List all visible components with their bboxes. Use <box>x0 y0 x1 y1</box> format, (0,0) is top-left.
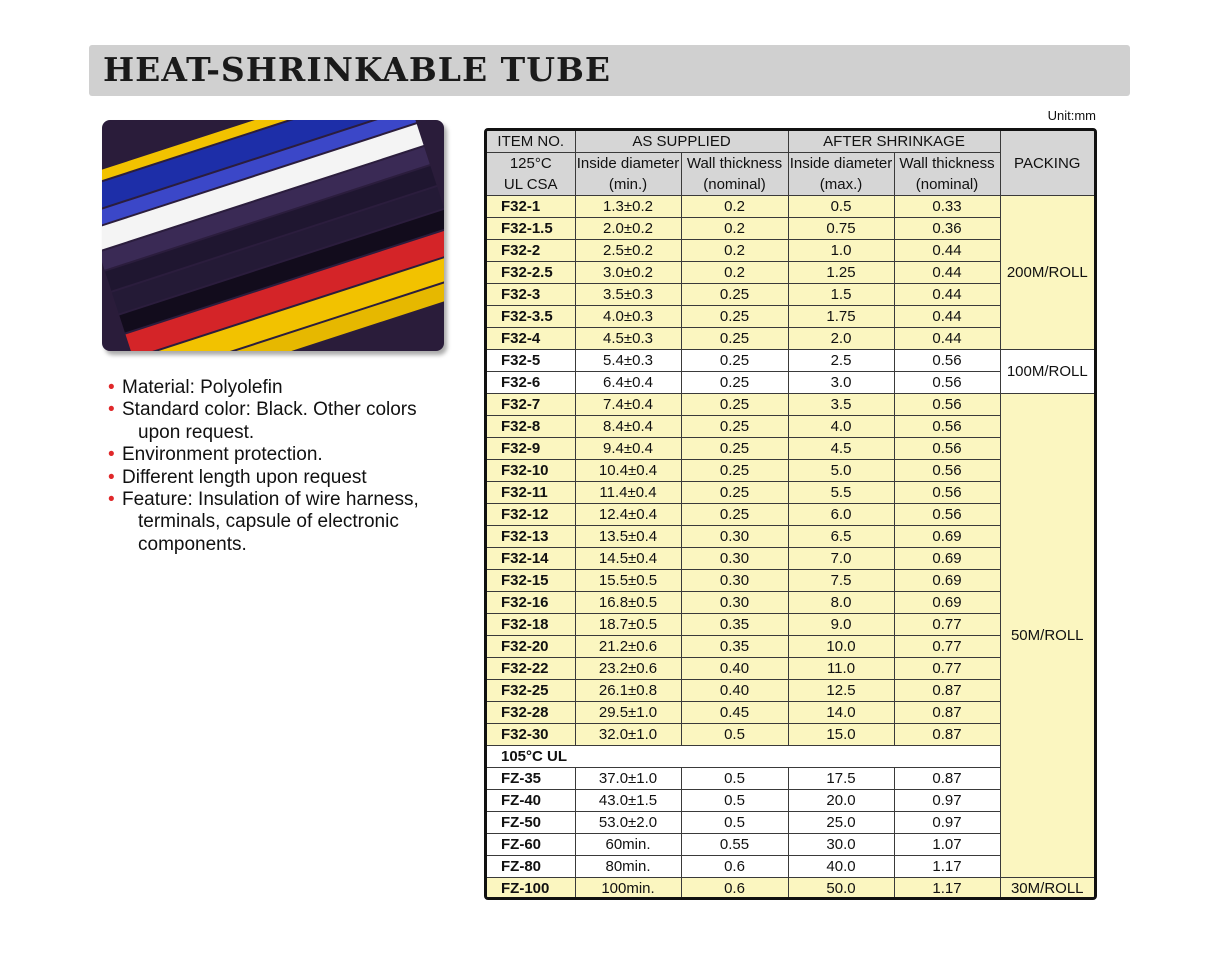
shrunk-wall-thickness-cell: 0.69 <box>894 548 1000 570</box>
shrunk-wall-thickness-cell: 1.17 <box>894 856 1000 878</box>
feature-text: Material: Polyolefin <box>122 377 283 398</box>
shrunk-wall-thickness-cell: 0.44 <box>894 306 1000 328</box>
shrunk-wall-thickness-cell: 0.56 <box>894 460 1000 482</box>
shrunk-wall-thickness-cell: 0.77 <box>894 636 1000 658</box>
shrunk-inside-diameter-cell: 20.0 <box>788 790 894 812</box>
shrunk-inside-diameter-cell: 11.0 <box>788 658 894 680</box>
feature-item <box>108 489 468 556</box>
header-wall-thickness: Wall thickness <box>894 153 1000 175</box>
shrunk-wall-thickness-cell: 0.56 <box>894 372 1000 394</box>
shrunk-inside-diameter-cell: 4.5 <box>788 438 894 460</box>
supplied-inside-diameter-cell: 100min. <box>575 878 681 900</box>
shrunk-wall-thickness-cell: 1.07 <box>894 834 1000 856</box>
supplied-inside-diameter-cell: 14.5±0.4 <box>575 548 681 570</box>
header-after-shrinkage: AFTER SHRINKAGE <box>788 131 1000 153</box>
supplied-inside-diameter-cell: 15.5±0.5 <box>575 570 681 592</box>
supplied-inside-diameter-cell: 16.8±0.5 <box>575 592 681 614</box>
supplied-inside-diameter-cell: 21.2±0.6 <box>575 636 681 658</box>
shrunk-inside-diameter-cell: 14.0 <box>788 702 894 724</box>
supplied-inside-diameter-cell: 8.4±0.4 <box>575 416 681 438</box>
supplied-wall-thickness-cell: 0.25 <box>681 328 788 350</box>
title-bar <box>89 45 1130 96</box>
supplied-inside-diameter-cell: 23.2±0.6 <box>575 658 681 680</box>
spec-table-frame <box>484 128 1097 900</box>
shrunk-inside-diameter-cell: 7.5 <box>788 570 894 592</box>
shrunk-wall-thickness-cell: 0.56 <box>894 416 1000 438</box>
item-no-cell: FZ-40 <box>487 790 575 812</box>
supplied-inside-diameter-cell: 18.7±0.5 <box>575 614 681 636</box>
supplied-wall-thickness-cell: 0.6 <box>681 878 788 900</box>
item-no-cell: F32-2.5 <box>487 262 575 284</box>
feature-text: Different length upon request <box>122 466 367 488</box>
feature-item <box>108 377 468 399</box>
supplied-inside-diameter-cell: 13.5±0.4 <box>575 526 681 548</box>
shrunk-inside-diameter-cell: 6.0 <box>788 504 894 526</box>
header-nominal: (nominal) <box>894 174 1000 196</box>
shrunk-inside-diameter-cell: 7.0 <box>788 548 894 570</box>
item-no-cell: F32-28 <box>487 702 575 724</box>
shrunk-inside-diameter-cell: 25.0 <box>788 812 894 834</box>
shrunk-wall-thickness-cell: 0.56 <box>894 350 1000 372</box>
shrunk-inside-diameter-cell: 1.0 <box>788 240 894 262</box>
feature-text-cont: components. <box>138 533 247 555</box>
item-no-cell: F32-30 <box>487 724 575 746</box>
supplied-inside-diameter-cell: 80min. <box>575 856 681 878</box>
shrunk-inside-diameter-cell: 0.5 <box>788 196 894 218</box>
supplied-inside-diameter-cell: 2.0±0.2 <box>575 218 681 240</box>
shrunk-wall-thickness-cell: 0.69 <box>894 570 1000 592</box>
header-inside-diameter: Inside diameter <box>788 153 894 175</box>
header-min: (min.) <box>575 174 681 196</box>
supplied-wall-thickness-cell: 0.30 <box>681 592 788 614</box>
supplied-wall-thickness-cell: 0.25 <box>681 438 788 460</box>
supplied-wall-thickness-cell: 0.25 <box>681 416 788 438</box>
shrunk-inside-diameter-cell: 15.0 <box>788 724 894 746</box>
packing-cell: 30M/ROLL <box>1000 878 1094 900</box>
shrunk-inside-diameter-cell: 50.0 <box>788 878 894 900</box>
supplied-inside-diameter-cell: 2.5±0.2 <box>575 240 681 262</box>
shrunk-inside-diameter-cell: 30.0 <box>788 834 894 856</box>
shrunk-wall-thickness-cell: 0.56 <box>894 504 1000 526</box>
shrunk-inside-diameter-cell: 1.75 <box>788 306 894 328</box>
supplied-inside-diameter-cell: 1.3±0.2 <box>575 196 681 218</box>
shrunk-wall-thickness-cell: 0.44 <box>894 284 1000 306</box>
item-no-cell: F32-6 <box>487 372 575 394</box>
supplied-wall-thickness-cell: 0.30 <box>681 526 788 548</box>
item-no-cell: FZ-80 <box>487 856 575 878</box>
item-no-cell: F32-15 <box>487 570 575 592</box>
shrunk-inside-diameter-cell: 17.5 <box>788 768 894 790</box>
supplied-inside-diameter-cell: 3.0±0.2 <box>575 262 681 284</box>
item-no-cell: F32-9 <box>487 438 575 460</box>
supplied-wall-thickness-cell: 0.55 <box>681 834 788 856</box>
shrunk-wall-thickness-cell: 0.56 <box>894 482 1000 504</box>
table-row <box>487 350 1094 372</box>
packing-cell: 100M/ROLL <box>1000 350 1094 394</box>
supplied-inside-diameter-cell: 9.4±0.4 <box>575 438 681 460</box>
item-no-cell: F32-25 <box>487 680 575 702</box>
supplied-inside-diameter-cell: 60min. <box>575 834 681 856</box>
supplied-wall-thickness-cell: 0.6 <box>681 856 788 878</box>
bullet-dot-icon: • <box>108 444 115 466</box>
header-packing: PACKING <box>1000 131 1094 196</box>
shrunk-wall-thickness-cell: 0.87 <box>894 680 1000 702</box>
item-no-cell: F32-10 <box>487 460 575 482</box>
supplied-wall-thickness-cell: 0.25 <box>681 306 788 328</box>
supplied-wall-thickness-cell: 0.45 <box>681 702 788 724</box>
item-no-cell: F32-16 <box>487 592 575 614</box>
item-no-cell: F32-5 <box>487 350 575 372</box>
feature-text: Environment protection. <box>122 444 323 466</box>
item-no-cell: F32-3.5 <box>487 306 575 328</box>
supplied-wall-thickness-cell: 0.35 <box>681 636 788 658</box>
supplied-inside-diameter-cell: 5.4±0.3 <box>575 350 681 372</box>
supplied-inside-diameter-cell: 4.5±0.3 <box>575 328 681 350</box>
bullet-dot-icon: • <box>108 377 115 398</box>
supplied-inside-diameter-cell: 4.0±0.3 <box>575 306 681 328</box>
supplied-wall-thickness-cell: 0.5 <box>681 724 788 746</box>
feature-item <box>108 444 468 466</box>
feature-text: Feature: Insulation of wire harness, <box>122 489 419 511</box>
item-no-cell: F32-1.5 <box>487 218 575 240</box>
supplied-wall-thickness-cell: 0.2 <box>681 196 788 218</box>
supplied-wall-thickness-cell: 0.40 <box>681 680 788 702</box>
supplied-wall-thickness-cell: 0.40 <box>681 658 788 680</box>
shrunk-wall-thickness-cell: 0.97 <box>894 790 1000 812</box>
header-cert: UL CSA <box>487 174 575 196</box>
shrunk-inside-diameter-cell: 2.0 <box>788 328 894 350</box>
supplied-inside-diameter-cell: 43.0±1.5 <box>575 790 681 812</box>
supplied-inside-diameter-cell: 37.0±1.0 <box>575 768 681 790</box>
feature-item <box>108 399 468 444</box>
table-row <box>487 196 1094 218</box>
shrunk-wall-thickness-cell: 0.77 <box>894 658 1000 680</box>
shrunk-wall-thickness-cell: 0.44 <box>894 262 1000 284</box>
shrunk-wall-thickness-cell: 0.44 <box>894 240 1000 262</box>
shrunk-wall-thickness-cell: 0.77 <box>894 614 1000 636</box>
shrunk-wall-thickness-cell: 0.44 <box>894 328 1000 350</box>
supplied-inside-diameter-cell: 6.4±0.4 <box>575 372 681 394</box>
supplied-inside-diameter-cell: 53.0±2.0 <box>575 812 681 834</box>
packing-cell: 50M/ROLL <box>1000 394 1094 878</box>
feature-text: Standard color: Black. Other colors <box>122 399 417 421</box>
supplied-wall-thickness-cell: 0.5 <box>681 812 788 834</box>
supplied-wall-thickness-cell: 0.5 <box>681 790 788 812</box>
supplied-inside-diameter-cell: 32.0±1.0 <box>575 724 681 746</box>
table-row <box>487 394 1094 416</box>
shrunk-wall-thickness-cell: 0.87 <box>894 702 1000 724</box>
item-no-cell: F32-8 <box>487 416 575 438</box>
section-label: 105°C UL <box>487 746 1000 768</box>
shrunk-wall-thickness-cell: 0.56 <box>894 438 1000 460</box>
feature-text-cont: upon request. <box>138 421 255 443</box>
supplied-inside-diameter-cell: 7.4±0.4 <box>575 394 681 416</box>
header-nominal: (nominal) <box>681 174 788 196</box>
item-no-cell: F32-13 <box>487 526 575 548</box>
item-no-cell: F32-4 <box>487 328 575 350</box>
shrunk-inside-diameter-cell: 10.0 <box>788 636 894 658</box>
item-no-cell: FZ-50 <box>487 812 575 834</box>
supplied-wall-thickness-cell: 0.25 <box>681 394 788 416</box>
supplied-wall-thickness-cell: 0.25 <box>681 372 788 394</box>
item-no-cell: FZ-100 <box>487 878 575 900</box>
item-no-cell: F32-22 <box>487 658 575 680</box>
supplied-wall-thickness-cell: 0.2 <box>681 218 788 240</box>
supplied-inside-diameter-cell: 12.4±0.4 <box>575 504 681 526</box>
supplied-wall-thickness-cell: 0.5 <box>681 768 788 790</box>
header-item-no: ITEM NO. <box>487 131 575 153</box>
supplied-wall-thickness-cell: 0.25 <box>681 504 788 526</box>
item-no-cell: FZ-60 <box>487 834 575 856</box>
supplied-inside-diameter-cell: 26.1±0.8 <box>575 680 681 702</box>
feature-item <box>108 467 468 489</box>
product-photo <box>102 120 444 351</box>
shrunk-wall-thickness-cell: 0.87 <box>894 768 1000 790</box>
item-no-cell: F32-18 <box>487 614 575 636</box>
shrunk-inside-diameter-cell: 4.0 <box>788 416 894 438</box>
supplied-wall-thickness-cell: 0.2 <box>681 240 788 262</box>
supplied-wall-thickness-cell: 0.30 <box>681 570 788 592</box>
shrunk-inside-diameter-cell: 5.5 <box>788 482 894 504</box>
supplied-wall-thickness-cell: 0.25 <box>681 460 788 482</box>
shrunk-inside-diameter-cell: 3.5 <box>788 394 894 416</box>
shrunk-inside-diameter-cell: 1.5 <box>788 284 894 306</box>
shrunk-inside-diameter-cell: 12.5 <box>788 680 894 702</box>
shrunk-wall-thickness-cell: 0.97 <box>894 812 1000 834</box>
header-as-supplied: AS SUPPLIED <box>575 131 788 153</box>
shrunk-wall-thickness-cell: 0.69 <box>894 526 1000 548</box>
shrunk-wall-thickness-cell: 0.33 <box>894 196 1000 218</box>
item-no-cell: F32-2 <box>487 240 575 262</box>
item-no-cell: F32-1 <box>487 196 575 218</box>
supplied-inside-diameter-cell: 10.4±0.4 <box>575 460 681 482</box>
shrunk-wall-thickness-cell: 0.56 <box>894 394 1000 416</box>
feature-list <box>108 377 468 556</box>
item-no-cell: F32-7 <box>487 394 575 416</box>
shrunk-inside-diameter-cell: 0.75 <box>788 218 894 240</box>
supplied-wall-thickness-cell: 0.35 <box>681 614 788 636</box>
supplied-wall-thickness-cell: 0.2 <box>681 262 788 284</box>
shrunk-inside-diameter-cell: 2.5 <box>788 350 894 372</box>
shrunk-wall-thickness-cell: 0.87 <box>894 724 1000 746</box>
supplied-inside-diameter-cell: 29.5±1.0 <box>575 702 681 724</box>
shrunk-inside-diameter-cell: 5.0 <box>788 460 894 482</box>
item-no-cell: F32-3 <box>487 284 575 306</box>
header-max: (max.) <box>788 174 894 196</box>
shrunk-inside-diameter-cell: 8.0 <box>788 592 894 614</box>
item-no-cell: F32-14 <box>487 548 575 570</box>
supplied-inside-diameter-cell: 3.5±0.3 <box>575 284 681 306</box>
shrunk-wall-thickness-cell: 1.17 <box>894 878 1000 900</box>
shrunk-inside-diameter-cell: 6.5 <box>788 526 894 548</box>
bullet-dot-icon: • <box>108 399 115 421</box>
unit-label: Unit:mm <box>1047 108 1096 123</box>
header-temp: 125°C <box>487 153 575 175</box>
header-wall-thickness: Wall thickness <box>681 153 788 175</box>
supplied-wall-thickness-cell: 0.25 <box>681 350 788 372</box>
header-inside-diameter: Inside diameter <box>575 153 681 175</box>
shrunk-wall-thickness-cell: 0.36 <box>894 218 1000 240</box>
item-no-cell: F32-20 <box>487 636 575 658</box>
table-row <box>487 878 1094 900</box>
supplied-inside-diameter-cell: 11.4±0.4 <box>575 482 681 504</box>
bullet-dot-icon: • <box>108 466 115 488</box>
supplied-wall-thickness-cell: 0.30 <box>681 548 788 570</box>
shrunk-inside-diameter-cell: 3.0 <box>788 372 894 394</box>
bullet-dot-icon: • <box>108 489 115 511</box>
shrunk-inside-diameter-cell: 1.25 <box>788 262 894 284</box>
item-no-cell: F32-12 <box>487 504 575 526</box>
page-title: HEAT-SHRINKABLE TUBE <box>103 50 612 89</box>
spec-table-body <box>487 196 1094 900</box>
shrunk-inside-diameter-cell: 9.0 <box>788 614 894 636</box>
packing-cell: 200M/ROLL <box>1000 196 1094 350</box>
shrunk-inside-diameter-cell: 40.0 <box>788 856 894 878</box>
shrunk-wall-thickness-cell: 0.69 <box>894 592 1000 614</box>
feature-text-cont: terminals, capsule of electronic <box>138 511 399 533</box>
item-no-cell: FZ-35 <box>487 768 575 790</box>
item-no-cell: F32-11 <box>487 482 575 504</box>
spec-table <box>487 131 1094 899</box>
supplied-wall-thickness-cell: 0.25 <box>681 482 788 504</box>
supplied-wall-thickness-cell: 0.25 <box>681 284 788 306</box>
